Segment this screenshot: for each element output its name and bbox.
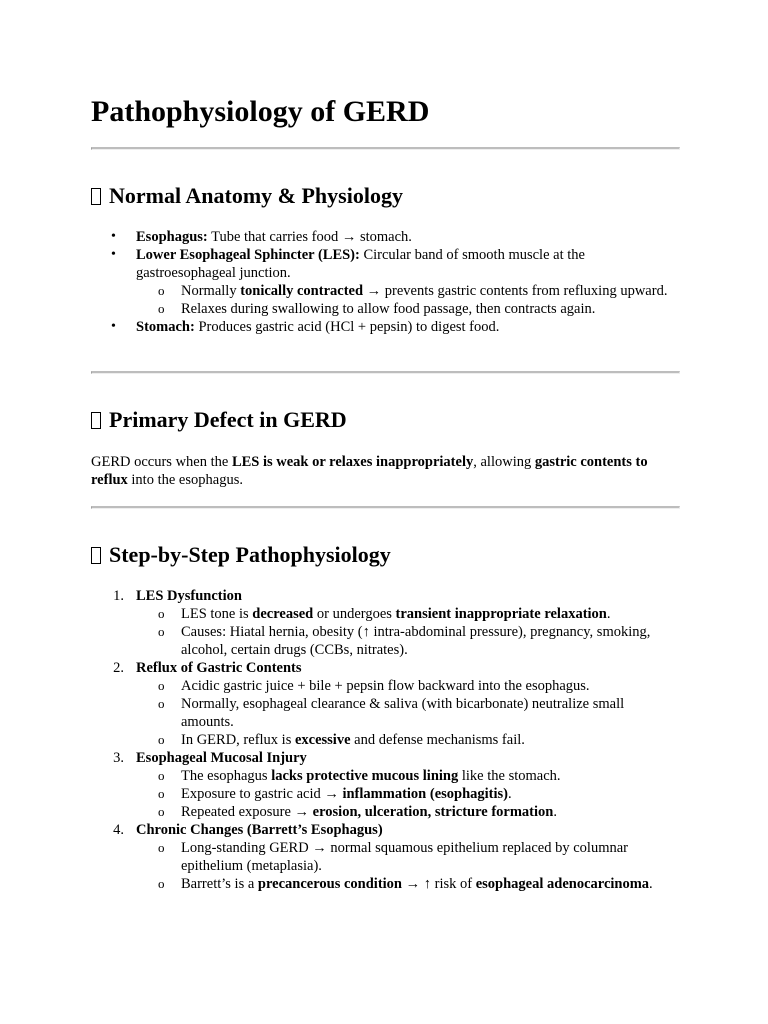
sub-list-item: o In GERD, reflux is excessive and defense mechanisms fail. <box>158 732 525 748</box>
list-item: • Stomach: Produces gastric acid (HCl + pepsin) to digest food. <box>111 319 500 335</box>
sub-list <box>136 767 679 821</box>
section-heading-steps: Step-by-Step Pathophysiology <box>91 541 391 569</box>
section-heading-defect: Primary Defect in GERD <box>91 406 347 434</box>
steps-list <box>91 587 679 893</box>
divider <box>91 371 680 374</box>
anatomy-list-block <box>91 228 679 336</box>
list-item: • Esophagus: Tube that carries food → stomach. <box>111 229 412 245</box>
list-item: 2. Reflux of Gastric Contents o Acidic gastric juice + bile + pepsin flow backward into the esophagus. o Normally, esophageal clearance & saliva (with bicarbonate) neutralize small amounts. o In GERD, reflux is excessive and defense mechanisms fail. <box>91 659 679 749</box>
sub-list-item: o Relaxes during swallowing to allow food passage, then contracts again. <box>158 301 596 317</box>
sub-list-item: o Barrett’s is a precancerous condition → ↑ risk of esophageal adenocarcinoma. <box>158 876 653 892</box>
divider <box>91 147 680 150</box>
sub-list-item: o Acidic gastric juice + bile + pepsin flow backward into the esophagus. <box>158 678 590 694</box>
section-heading-anatomy: Normal Anatomy & Physiology <box>91 182 403 210</box>
page-title: Pathophysiology of GERD <box>91 95 430 128</box>
missing-emoji-icon <box>91 412 101 429</box>
list-item: 4. Chronic Changes (Barrett’s Esophagus) o Long-standing GERD → normal squamous epithelium replaced by columnar epithelium (metaplasia). o Barrett’s is a precancerous condition → ↑ risk of esophageal adenocarcinoma. <box>91 821 679 893</box>
sub-list <box>136 605 679 659</box>
sub-list-item: o The esophagus lacks protective mucous lining like the stomach. <box>158 768 561 784</box>
sub-list <box>136 282 679 318</box>
sub-list-item: o Repeated exposure → erosion, ulceration, stricture formation. <box>158 804 557 820</box>
list-item: 3. Esophageal Mucosal Injury o The esophagus lacks protective mucous lining like the stomach. o Exposure to gastric acid → inflammation (esophagitis). o Repeated exposure → erosion, ulceration, stricture formation. <box>91 749 679 821</box>
sub-list-item: o LES tone is decreased or undergoes transient inappropriate relaxation. <box>158 606 611 622</box>
steps-list-block <box>91 587 679 893</box>
sub-list-item: o Normally tonically contracted → prevents gastric contents from refluxing upward. <box>158 283 668 299</box>
missing-emoji-icon <box>91 547 101 564</box>
list-item: 1. LES Dysfunction o LES tone is decreased or undergoes transient inappropriate relaxation. o Causes: Hiatal hernia, obesity (↑ intra-abdominal pressure), pregnancy, smoking, alcohol, certain drugs (CCBs, nitrates). <box>91 587 679 659</box>
anatomy-list <box>91 228 679 336</box>
sub-list <box>136 677 679 749</box>
missing-emoji-icon <box>91 188 101 205</box>
divider <box>91 506 680 509</box>
sub-list-item: o Exposure to gastric acid → inflammation (esophagitis). <box>158 786 512 802</box>
sub-list-item: o Long-standing GERD → normal squamous epithelium replaced by columnar epithelium (metaplasia). <box>158 840 628 874</box>
sub-list <box>136 839 679 893</box>
sub-list-item: o Causes: Hiatal hernia, obesity (↑ intra-abdominal pressure), pregnancy, smoking, alcohol, certain drugs (CCBs, nitrates). <box>158 624 651 658</box>
sub-list-item: o Normally, esophageal clearance & saliva (with bicarbonate) neutralize small amounts. <box>158 696 625 730</box>
list-item: • Lower Esophageal Sphincter (LES): Circular band of smooth muscle at the gastroesophageal junction. o Normally tonically contracted → prevents gastric contents from refluxing upward. o Relaxes during swallowing to allow food passage, then contracts again. <box>91 246 679 318</box>
defect-paragraph: GERD occurs when the LES is weak or relaxes inappropriately, allowing gastric contents to reflux into the esophagus. <box>91 454 648 488</box>
